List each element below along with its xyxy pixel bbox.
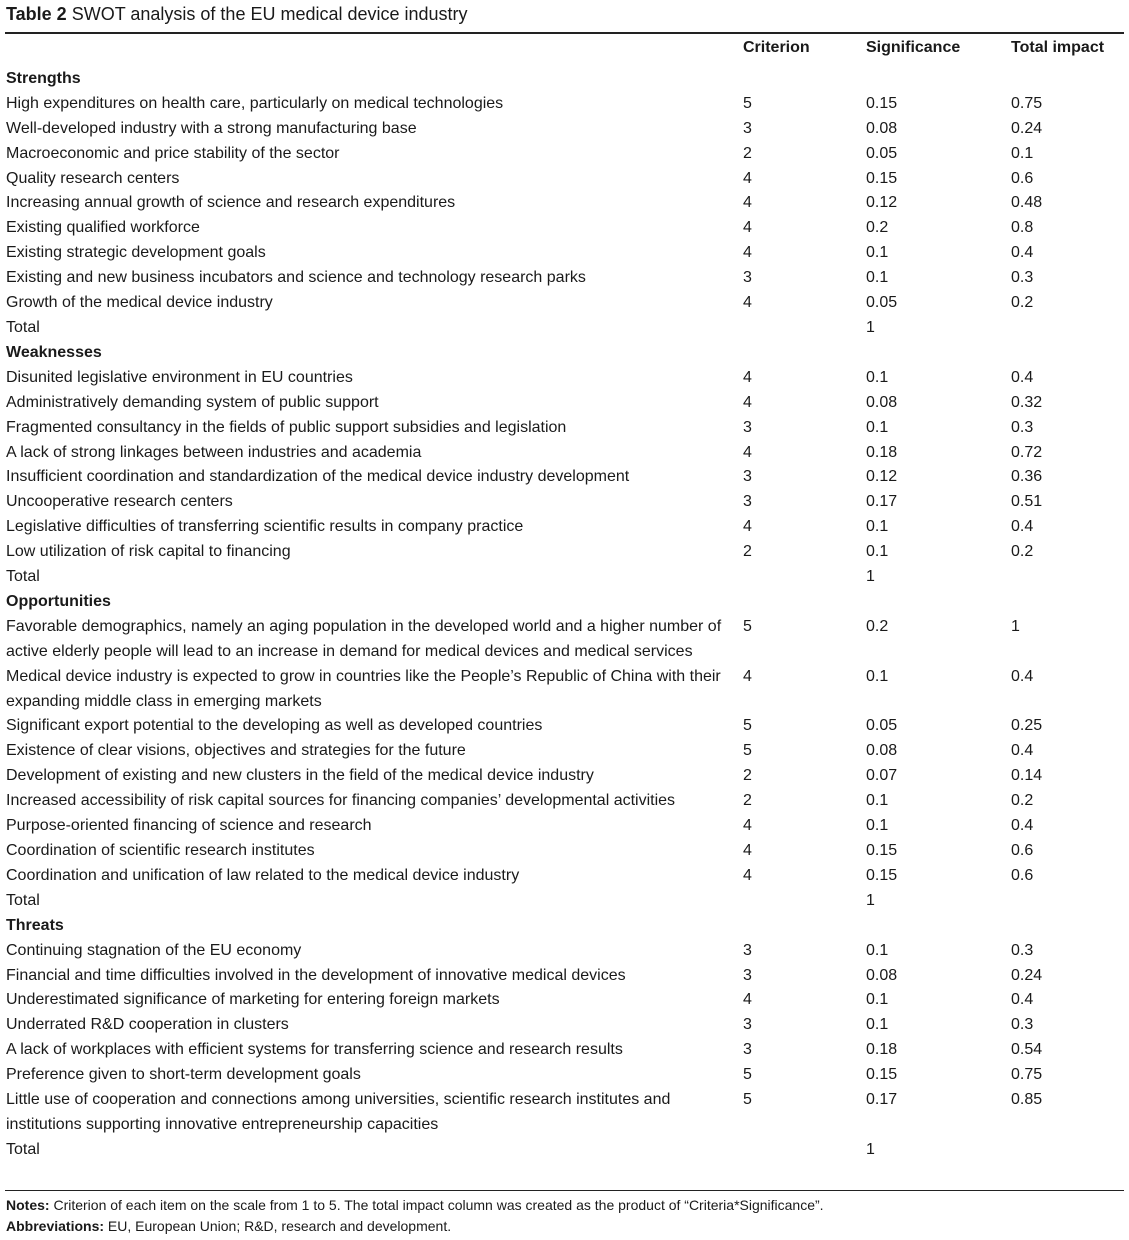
cell-significance: 0.1: [866, 543, 889, 561]
cell-total-impact: 0.2: [1011, 543, 1034, 561]
cell-significance: 0.1: [866, 269, 889, 287]
cell-total-impact: 0.6: [1011, 169, 1034, 187]
cell-item: Total: [6, 1140, 40, 1158]
cell-item: Coordination and unification of law related to the medical device industry: [6, 866, 520, 884]
cell-item: Total: [6, 891, 40, 909]
table-row: [5, 714, 1124, 739]
cell-item: Existing and new business incubators and science and technology research parks: [6, 269, 586, 287]
table-row: [5, 764, 1124, 789]
cell-criterion: 4: [743, 842, 752, 859]
table-row: [5, 191, 1124, 216]
cell-total-impact: 1: [1011, 617, 1020, 635]
cell-criterion: 4: [743, 518, 752, 536]
cell-significance: 0.08: [866, 119, 898, 137]
cell-total-impact: 0.54: [1011, 1041, 1043, 1059]
cell-total-impact: 0.72: [1011, 443, 1043, 461]
cell-item: Disunited legislative environment in EU countries: [6, 368, 353, 386]
table-row: [5, 964, 1124, 989]
cell-total-impact: 0.1: [1011, 144, 1034, 162]
cell-significance: 0.1: [866, 667, 889, 685]
cell-criterion: 2: [743, 792, 752, 810]
table-row: [5, 665, 1124, 715]
cell-criterion: 4: [743, 991, 752, 1009]
table-title: SWOT analysis of the EU medical device industry: [71, 4, 468, 24]
cell-item: Existence of clear visions, objectives and strategies for the future: [6, 742, 466, 760]
cell-significance: 0.05: [866, 144, 898, 162]
cell-criterion: 2: [743, 767, 752, 785]
cell-total-impact: [1010, 565, 1124, 590]
cell-significance: 0.15: [866, 94, 898, 112]
cell-total-impact: 0.51: [1011, 493, 1043, 511]
total-row: [5, 889, 1124, 914]
cell-total-impact: 0.2: [1011, 294, 1034, 312]
cell-criterion: 4: [743, 169, 752, 187]
cell-criterion: 4: [743, 294, 752, 312]
swot-table: [5, 36, 1124, 1163]
section-row: [5, 590, 1124, 615]
cell-significance: 0.17: [866, 1091, 898, 1109]
cell-total-impact: 0.6: [1011, 842, 1034, 859]
cell-item: Total: [6, 318, 40, 336]
total-row: [5, 1138, 1124, 1163]
cell-criterion: 2: [743, 543, 752, 561]
cell-total-impact: 0.24: [1011, 966, 1043, 984]
table-row: [5, 142, 1124, 167]
cell-total-impact: 0.4: [1011, 742, 1034, 760]
cell-item: Significant export potential to the developing as well as developed countries: [6, 717, 543, 735]
cell-item: Growth of the medical device industry: [6, 294, 273, 312]
cell-criterion: 5: [743, 94, 752, 112]
header-item: [5, 36, 742, 67]
cell-item: High expenditures on health care, particularly on medical technologies: [6, 94, 504, 112]
cell-criterion: 4: [743, 219, 752, 237]
section-heading: Weaknesses: [6, 343, 102, 361]
table-row: [5, 241, 1124, 266]
table-row: [5, 515, 1124, 540]
cell-total-impact: 0.2: [1011, 792, 1034, 810]
cell-criterion: [742, 565, 865, 590]
table-row: [5, 789, 1124, 814]
cell-significance: 0.2: [866, 219, 889, 237]
cell-total-impact: 0.4: [1011, 368, 1034, 386]
table-row: [5, 864, 1124, 889]
table-row: [5, 1038, 1124, 1063]
cell-significance: 0.1: [866, 991, 889, 1009]
cell-significance: 0.05: [866, 294, 898, 312]
cell-total-impact: 0.48: [1011, 194, 1043, 212]
cell-significance: 0.1: [866, 368, 889, 386]
cell-significance: 0.12: [866, 194, 898, 212]
cell-total-impact: 0.4: [1011, 244, 1034, 262]
table-bottom-rule: [5, 1190, 1124, 1191]
cell-significance: 0.05: [866, 717, 898, 735]
cell-item: Underrated R&D cooperation in clusters: [6, 1016, 289, 1034]
cell-item: Increased accessibility of risk capital sources for financing companies’ developmental activities: [6, 792, 676, 810]
cell-total-impact: 0.75: [1011, 94, 1043, 112]
cell-total-impact: 0.3: [1011, 269, 1034, 287]
cell-item: Financial and time difficulties involved in the development of innovative medical devices: [6, 966, 626, 984]
table-caption: [6, 3, 468, 25]
cell-significance: 0.08: [866, 393, 898, 411]
cell-significance: 0.07: [866, 767, 898, 785]
cell-significance: 0.15: [866, 169, 898, 187]
cell-item: Insufficient coordination and standardization of the medical device industry development: [6, 468, 630, 486]
total-row: [5, 316, 1124, 341]
cell-criterion: [742, 1138, 865, 1163]
cell-total-impact: 0.4: [1011, 817, 1034, 835]
table-row: [5, 1088, 1124, 1138]
cell-significance: 0.1: [866, 817, 889, 835]
section-row: [5, 67, 1124, 92]
cell-significance: 0.18: [866, 1041, 898, 1059]
cell-total-impact: 0.4: [1011, 991, 1034, 1009]
abbreviations-line: [6, 1216, 1121, 1237]
table-row: [5, 615, 1124, 665]
total-row: [5, 565, 1124, 590]
cell-criterion: 4: [743, 194, 752, 212]
cell-item: Well-developed industry with a strong manufacturing base: [6, 119, 417, 137]
cell-item: Purpose-oriented financing of science and research: [6, 817, 372, 835]
table-row: [5, 1013, 1124, 1038]
cell-item: Increasing annual growth of science and research expenditures: [6, 194, 456, 212]
cell-significance: 0.15: [866, 1066, 898, 1084]
table-body: [5, 67, 1124, 1163]
cell-criterion: 3: [743, 269, 752, 287]
cell-significance: 0.1: [866, 418, 889, 436]
header-significance: Significance: [866, 39, 961, 56]
cell-item: Uncooperative research centers: [6, 493, 233, 511]
cell-criterion: 3: [743, 1016, 752, 1034]
cell-significance: 0.15: [866, 842, 898, 859]
cell-total-impact: 0.85: [1011, 1091, 1043, 1109]
cell-criterion: 5: [743, 742, 752, 760]
cell-criterion: 3: [743, 418, 752, 436]
cell-criterion: 4: [743, 368, 752, 386]
cell-significance: 0.1: [866, 1016, 889, 1034]
table-row: [5, 540, 1124, 565]
cell-criterion: 3: [743, 493, 752, 511]
cell-criterion: 4: [743, 667, 752, 685]
cell-criterion: 3: [743, 1041, 752, 1059]
table-row: [5, 216, 1124, 241]
cell-significance: 1: [866, 891, 875, 909]
cell-item: Medical device industry is expected to grow in countries like the People’s Republic of China with their expanding middle class in emerging markets: [6, 667, 721, 710]
table-row: [5, 366, 1124, 391]
table-row: [5, 92, 1124, 117]
cell-criterion: 3: [743, 941, 752, 959]
cell-item: A lack of strong linkages between industries and academia: [6, 443, 422, 461]
cell-significance: 0.1: [866, 792, 889, 810]
cell-criterion: 5: [743, 1066, 752, 1084]
notes-label: Notes:: [6, 1197, 50, 1213]
cell-total-impact: [1010, 316, 1124, 341]
cell-criterion: 4: [743, 443, 752, 461]
table-row: [5, 988, 1124, 1013]
cell-total-impact: 0.3: [1011, 1016, 1034, 1034]
table-top-rule: [5, 32, 1124, 34]
cell-criterion: 5: [743, 617, 752, 635]
cell-item: Fragmented consultancy in the fields of public support subsidies and legislation: [6, 418, 567, 436]
cell-item: Total: [6, 568, 40, 586]
cell-total-impact: 0.4: [1011, 667, 1034, 685]
notes-line: [6, 1195, 1121, 1216]
table-row: [5, 266, 1124, 291]
cell-item: Continuing stagnation of the EU economy: [6, 941, 302, 959]
cell-item: Favorable demographics, namely an aging population in the developed world and a higher number of active elderly people will lead to an increase in demand for medical devices and medical services: [6, 617, 722, 660]
abbreviations-label: Abbreviations:: [6, 1218, 105, 1234]
cell-significance: 1: [866, 1140, 875, 1158]
cell-total-impact: [1010, 1138, 1124, 1163]
cell-total-impact: 0.25: [1011, 717, 1043, 735]
table-row: [5, 117, 1124, 142]
table-label: Table 2: [6, 4, 67, 24]
cell-criterion: 3: [743, 468, 752, 486]
table-row: [5, 391, 1124, 416]
section-heading: Threats: [6, 916, 64, 934]
cell-criterion: 5: [743, 1091, 752, 1109]
cell-total-impact: 0.4: [1011, 518, 1034, 536]
cell-criterion: 4: [743, 817, 752, 835]
cell-item: Existing strategic development goals: [6, 244, 266, 262]
cell-total-impact: 0.14: [1011, 767, 1043, 785]
table-row: [5, 416, 1124, 441]
table-notes: [6, 1195, 1121, 1237]
section-row: [5, 341, 1124, 366]
table-row: [5, 441, 1124, 466]
cell-significance: 0.1: [866, 244, 889, 262]
cell-item: Little use of cooperation and connections among universities, scientific research institutes and institutions supporting innovative entrepreneurship capacities: [6, 1091, 671, 1133]
cell-total-impact: 0.75: [1011, 1066, 1043, 1084]
cell-item: Low utilization of risk capital to financing: [6, 543, 291, 561]
abbreviations-text: EU, European Union; R&D, research and development.: [107, 1218, 452, 1234]
table-row: [5, 291, 1124, 316]
cell-item: Existing qualified workforce: [6, 219, 200, 237]
cell-criterion: 3: [743, 966, 752, 984]
cell-criterion: [742, 316, 865, 341]
cell-total-impact: 0.3: [1011, 941, 1034, 959]
table-row: [5, 839, 1124, 864]
cell-criterion: [742, 889, 865, 914]
cell-item: Development of existing and new clusters in the field of the medical device industry: [6, 767, 594, 785]
cell-significance: 1: [866, 568, 875, 586]
table-row: [5, 739, 1124, 764]
cell-significance: 0.2: [866, 617, 889, 635]
section-heading: Opportunities: [6, 592, 111, 610]
cell-total-impact: [1010, 889, 1124, 914]
cell-item: Preference given to short-term development goals: [6, 1066, 361, 1084]
table-row: [5, 1063, 1124, 1088]
table-row: [5, 814, 1124, 839]
section-row: [5, 914, 1124, 939]
notes-text: Criterion of each item on the scale from 1 to 5. The total impact column was created as the product of “Criteria*Significance”.: [53, 1197, 824, 1213]
cell-criterion: 4: [743, 393, 752, 411]
cell-total-impact: 0.24: [1011, 119, 1043, 137]
cell-item: Coordination of scientific research institutes: [6, 842, 315, 859]
cell-significance: 0.15: [866, 866, 898, 884]
cell-total-impact: 0.6: [1011, 866, 1034, 884]
cell-significance: 0.1: [866, 518, 889, 536]
cell-item: Macroeconomic and price stability of the sector: [6, 144, 340, 162]
cell-significance: 0.17: [866, 493, 898, 511]
cell-item: A lack of workplaces with efficient systems for transferring science and research results: [6, 1041, 623, 1059]
cell-total-impact: 0.32: [1011, 393, 1043, 411]
cell-total-impact: 0.8: [1011, 219, 1034, 237]
cell-total-impact: 0.36: [1011, 468, 1043, 486]
cell-significance: 0.12: [866, 468, 898, 486]
cell-item: Administratively demanding system of public support: [6, 393, 379, 411]
cell-significance: 0.08: [866, 742, 898, 760]
cell-item: Underestimated significance of marketing for entering foreign markets: [6, 991, 500, 1009]
cell-total-impact: 0.3: [1011, 418, 1034, 436]
cell-criterion: 2: [743, 144, 752, 162]
cell-item: Quality research centers: [6, 169, 180, 187]
table-row: [5, 939, 1124, 964]
cell-significance: 1: [866, 318, 875, 336]
header-criterion: Criterion: [743, 39, 810, 56]
table-row: [5, 490, 1124, 515]
cell-criterion: 3: [743, 119, 752, 137]
table-row: [5, 465, 1124, 490]
cell-criterion: 4: [743, 866, 752, 884]
header-row: [5, 36, 1124, 67]
cell-significance: 0.18: [866, 443, 898, 461]
cell-item: Legislative difficulties of transferring scientific results in company practice: [6, 518, 524, 536]
cell-significance: 0.08: [866, 966, 898, 984]
cell-criterion: 5: [743, 717, 752, 735]
cell-criterion: 4: [743, 244, 752, 262]
table-row: [5, 167, 1124, 192]
section-heading: Strengths: [6, 69, 81, 87]
header-total-impact: Total impact: [1011, 39, 1105, 56]
cell-significance: 0.1: [866, 941, 889, 959]
